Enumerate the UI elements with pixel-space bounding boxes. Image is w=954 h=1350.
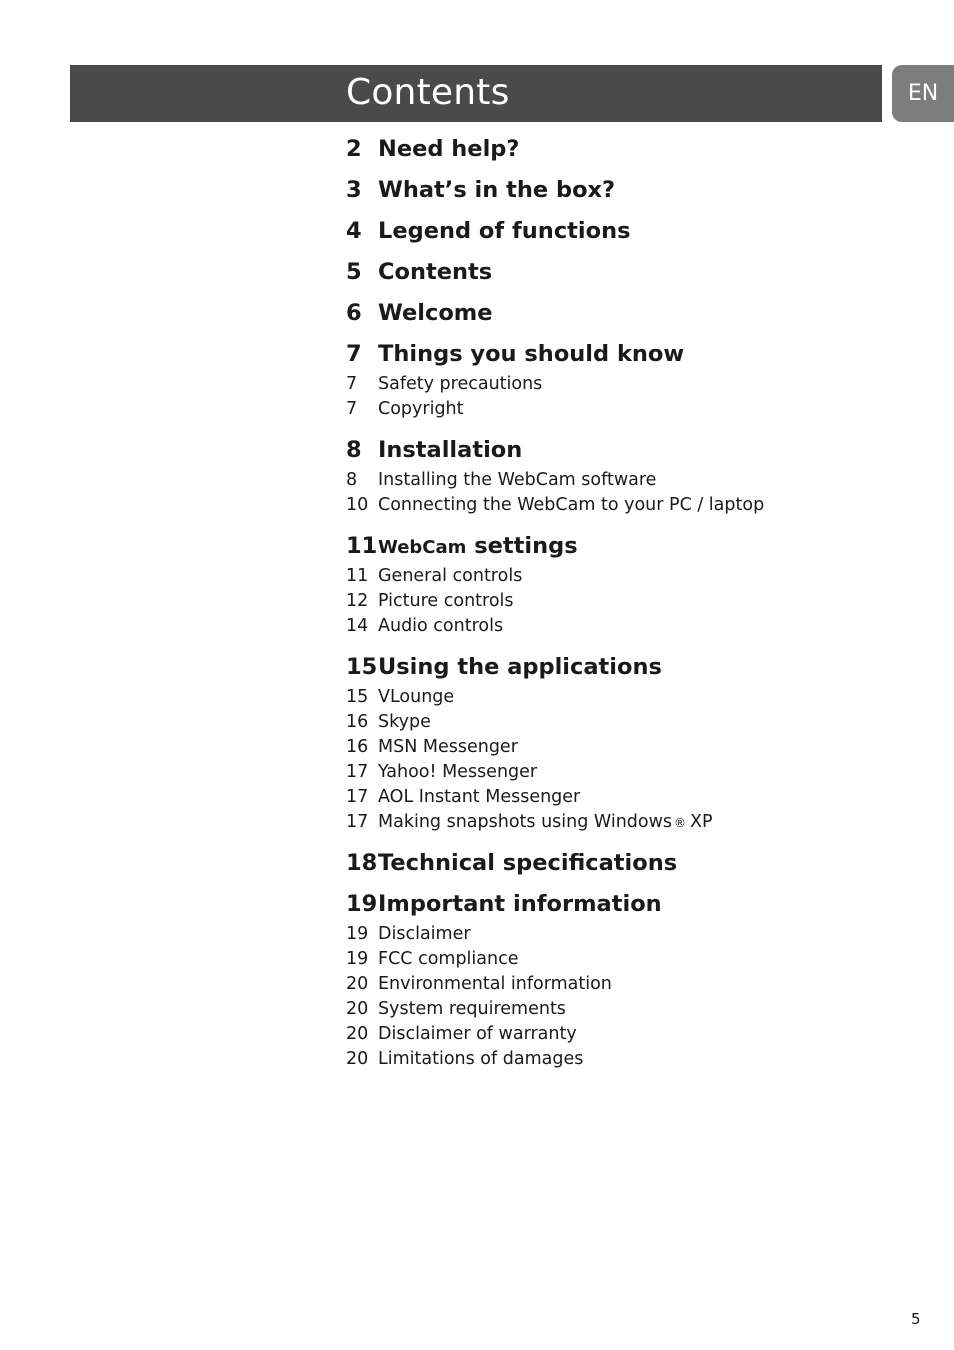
toc-section-title bbox=[378, 131, 519, 167]
toc-section-title bbox=[378, 432, 522, 468]
toc-section-title-text: What’s in the box? bbox=[378, 177, 616, 203]
toc-section-title bbox=[378, 172, 615, 208]
toc-section bbox=[346, 528, 906, 639]
toc-section-title bbox=[378, 295, 493, 331]
toc-subitem-page-number: 8 bbox=[346, 470, 358, 490]
toc-section-heading[interactable] bbox=[346, 131, 906, 167]
toc-subitem-title: Audio controls bbox=[378, 616, 504, 636]
toc-subitem[interactable] bbox=[346, 785, 906, 810]
toc-section-title bbox=[378, 528, 578, 566]
toc-section-title bbox=[378, 845, 677, 881]
toc-section-page-number: 7 bbox=[346, 341, 362, 367]
toc-subitem-title: Disclaimer bbox=[378, 924, 471, 944]
toc-subitem-page-number: 20 bbox=[346, 974, 369, 994]
toc-section-title-text: Using the applications bbox=[378, 654, 662, 680]
toc-section bbox=[346, 295, 906, 331]
toc-section-page-number: 8 bbox=[346, 437, 362, 463]
toc-subitem-page-number: 17 bbox=[346, 812, 369, 832]
toc-subitem-page-number: 19 bbox=[346, 949, 369, 969]
toc-section-page-number: 4 bbox=[346, 218, 362, 244]
toc-subitem[interactable] bbox=[346, 710, 906, 735]
toc-section-title bbox=[378, 213, 631, 249]
registered-trademark-symbol: ® bbox=[674, 816, 687, 830]
toc-subitem-page-number: 10 bbox=[346, 495, 369, 515]
toc-section bbox=[346, 845, 906, 881]
toc-subitem-title: Safety precautions bbox=[378, 374, 543, 394]
toc-section-title bbox=[378, 336, 684, 372]
toc-subitem-title: FCC compliance bbox=[378, 949, 519, 969]
toc-section bbox=[346, 254, 906, 290]
toc-subitem-page-number: 20 bbox=[346, 999, 369, 1019]
toc-subitem[interactable] bbox=[346, 493, 906, 518]
toc-subitem-page-number: 11 bbox=[346, 566, 369, 586]
toc-section-title-text: Technical specifications bbox=[378, 850, 678, 876]
toc-subitem-title: Skype bbox=[378, 712, 431, 732]
toc-section-heading[interactable] bbox=[346, 295, 906, 331]
toc-section bbox=[346, 649, 906, 835]
toc-subitem[interactable] bbox=[346, 685, 906, 710]
toc-section-title-text: Need help? bbox=[378, 136, 520, 162]
toc-section-title-text: Welcome bbox=[378, 300, 493, 326]
toc-subitem[interactable] bbox=[346, 735, 906, 760]
toc-subitem-page-number: 7 bbox=[346, 399, 358, 419]
toc-subitem-title: Making snapshots using Windows bbox=[378, 812, 673, 832]
toc-subitem-title: Connecting the WebCam to your PC / laptop bbox=[378, 495, 765, 515]
toc-section-title-text: Installation bbox=[378, 437, 523, 463]
toc-subitem[interactable] bbox=[346, 564, 906, 589]
toc-subitem-title-suffix: XP bbox=[690, 812, 713, 832]
toc-subitem-page-number: 19 bbox=[346, 924, 369, 944]
page-title: Contents bbox=[346, 72, 510, 113]
toc-section-page-number: 15 bbox=[346, 654, 378, 680]
toc-subitem[interactable] bbox=[346, 1022, 906, 1047]
toc-subitem[interactable] bbox=[346, 589, 906, 614]
toc-section bbox=[346, 213, 906, 249]
toc-section-title-text: Important information bbox=[378, 891, 662, 917]
toc-subitem[interactable] bbox=[346, 614, 906, 639]
toc-section-heading[interactable] bbox=[346, 172, 906, 208]
toc-section-heading[interactable] bbox=[346, 528, 906, 564]
toc-subitem[interactable] bbox=[346, 1047, 906, 1072]
toc-section-heading[interactable] bbox=[346, 649, 906, 685]
toc-subitem-page-number: 20 bbox=[346, 1049, 369, 1069]
toc-subitem-title: General controls bbox=[378, 566, 523, 586]
toc-section-heading[interactable] bbox=[346, 845, 906, 881]
toc-subitem-title: Disclaimer of warranty bbox=[378, 1024, 577, 1044]
toc-section-page-number: 3 bbox=[346, 177, 362, 203]
toc-subitem-page-number: 15 bbox=[346, 687, 369, 707]
toc-section-page-number: 19 bbox=[346, 891, 378, 917]
toc-section-title-prefix: WebCam bbox=[378, 537, 467, 558]
toc-section-page-number: 11 bbox=[346, 533, 378, 559]
toc-section-heading[interactable] bbox=[346, 432, 906, 468]
table-of-contents bbox=[346, 126, 906, 1082]
toc-subitem-title: Copyright bbox=[378, 399, 464, 419]
toc-section-title-text: settings bbox=[474, 533, 578, 559]
toc-section bbox=[346, 886, 906, 1072]
toc-subitem-page-number: 20 bbox=[346, 1024, 369, 1044]
toc-section-page-number: 6 bbox=[346, 300, 362, 326]
title-bar bbox=[70, 65, 882, 122]
toc-section-page-number: 2 bbox=[346, 136, 362, 162]
toc-subitem[interactable] bbox=[346, 997, 906, 1022]
toc-section-title-text: Legend of functions bbox=[378, 218, 631, 244]
toc-section-heading[interactable] bbox=[346, 254, 906, 290]
toc-subitem-page-number: 16 bbox=[346, 737, 369, 757]
toc-section-title bbox=[378, 649, 662, 685]
toc-subitem-title: VLounge bbox=[378, 687, 455, 707]
toc-subitem[interactable] bbox=[346, 760, 906, 785]
toc-subitem-page-number: 16 bbox=[346, 712, 369, 732]
toc-subitem-page-number: 12 bbox=[346, 591, 369, 611]
toc-section-title-text: Contents bbox=[378, 259, 493, 285]
toc-subitem[interactable] bbox=[346, 372, 906, 397]
language-tab: EN bbox=[892, 65, 954, 122]
toc-section-page-number: 18 bbox=[346, 850, 378, 876]
toc-section-heading[interactable] bbox=[346, 213, 906, 249]
toc-section-title bbox=[378, 886, 662, 922]
page-number: 5 bbox=[911, 1310, 921, 1328]
toc-section-heading[interactable] bbox=[346, 886, 906, 922]
toc-section-title bbox=[378, 254, 492, 290]
toc-subitem[interactable] bbox=[346, 972, 906, 997]
toc-subitem-page-number: 17 bbox=[346, 787, 369, 807]
toc-subitem[interactable] bbox=[346, 468, 906, 493]
toc-section-heading[interactable] bbox=[346, 336, 906, 372]
toc-subitem[interactable] bbox=[346, 922, 906, 947]
toc-subitem-title: Installing the WebCam software bbox=[378, 470, 657, 490]
toc-section bbox=[346, 432, 906, 518]
toc-subitem-page-number: 14 bbox=[346, 616, 369, 636]
toc-subitem-title: Limitations of damages bbox=[378, 1049, 584, 1069]
toc-subitem-title: Environmental information bbox=[378, 974, 612, 994]
toc-section bbox=[346, 172, 906, 208]
toc-subitem[interactable] bbox=[346, 810, 906, 835]
toc-subitem-page-number: 17 bbox=[346, 762, 369, 782]
toc-section-page-number: 5 bbox=[346, 259, 362, 285]
toc-subitem-title: AOL Instant Messenger bbox=[378, 787, 581, 807]
toc-subitem-title: System requirements bbox=[378, 999, 566, 1019]
toc-subitem-title: Picture controls bbox=[378, 591, 514, 611]
toc-section bbox=[346, 336, 906, 422]
toc-subitem-title: MSN Messenger bbox=[378, 737, 518, 757]
toc-subitem-page-number: 7 bbox=[346, 374, 358, 394]
toc-subitem[interactable] bbox=[346, 397, 906, 422]
toc-section bbox=[346, 131, 906, 167]
toc-subitem-title: Yahoo! Messenger bbox=[378, 762, 538, 782]
toc-subitem[interactable] bbox=[346, 947, 906, 972]
toc-section-title-text: Things you should know bbox=[378, 341, 685, 367]
